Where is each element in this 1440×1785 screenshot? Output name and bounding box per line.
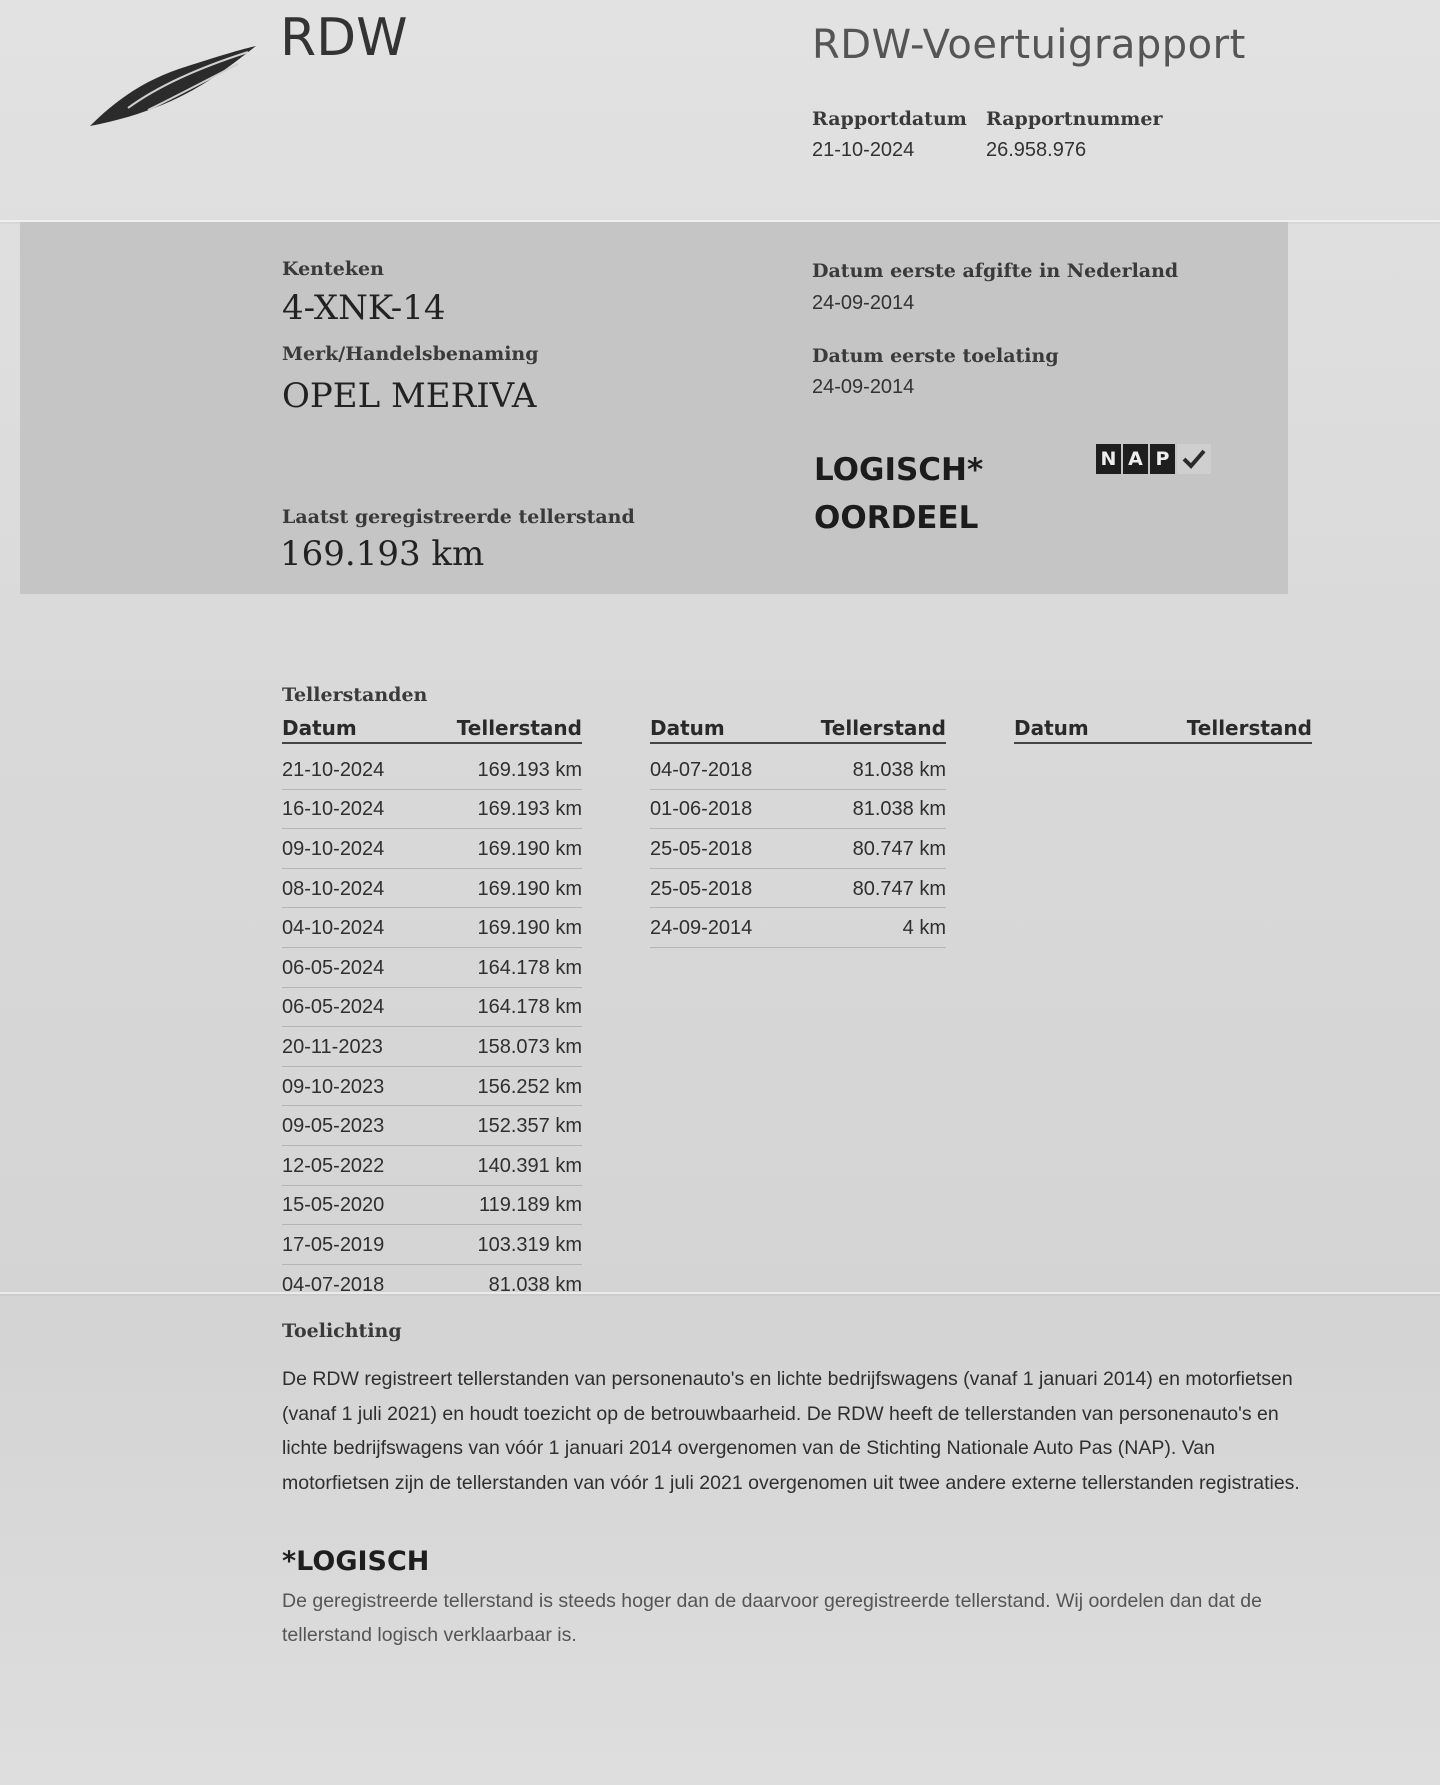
reading-date: 06-05-2024 xyxy=(282,996,385,1019)
reading-km: 81.038 km xyxy=(488,1273,582,1296)
nap-letter: P xyxy=(1150,444,1175,474)
reading-km: 103.319 km xyxy=(477,1233,582,1256)
report-date: 21-10-2024 xyxy=(812,139,915,161)
table-row xyxy=(282,871,582,909)
logisch-text: De geregistreerde tellerstand is steeds hoger dan de daarvoor geregistreerde tellerstand. Wij oordelen dan dat de tellerstand logisch verklaarbaar is. xyxy=(282,1590,1262,1646)
license-plate: 4-XNK-14 xyxy=(282,288,446,328)
value-header: Tellerstand xyxy=(820,716,946,740)
reading-date: 20-11-2023 xyxy=(282,1035,383,1058)
table-row xyxy=(282,1188,582,1226)
first-admission-label: Datum eerste toelating xyxy=(812,345,1059,367)
table-row xyxy=(282,1029,582,1067)
table-row xyxy=(282,950,582,988)
reading-date: 04-10-2024 xyxy=(282,917,385,940)
explanation-text: De RDW registreert tellerstanden van personenauto's en lichte bedrijfswagens (vanaf 1 januari 2014) en motorfietsen (vanaf 1 juli 2021) en houdt toezicht op de betrouwbaarheid. De RDW heeft de tellerstanden van personenauto's en lichte bedrijfswagens van vóór 1 januari 2014 overgenomen van de Stichting Nationale Auto Pas (NAP). Van motorfietsen zijn de tellerstanden van vóór 1 juli 2021 overgenomen uit twee andere externe tellerstanden registraties. xyxy=(282,1368,1300,1494)
readings-column-3 xyxy=(1014,716,1312,744)
reading-date: 01-06-2018 xyxy=(650,798,753,821)
table-row xyxy=(650,871,946,909)
date-header: Datum xyxy=(650,716,725,740)
table-row xyxy=(282,752,582,790)
reading-km: 152.357 km xyxy=(477,1115,582,1138)
make-label: Merk/Handelsbenaming xyxy=(282,343,539,365)
first-issue-date: 24-09-2014 xyxy=(812,292,915,314)
reading-date: 15-05-2020 xyxy=(282,1194,385,1217)
vehicle-make: OPEL MERIVA xyxy=(282,376,537,416)
verdict-logisch: LOGISCH* xyxy=(814,452,984,488)
reading-date: 06-05-2024 xyxy=(282,956,385,979)
reading-km: 4 km xyxy=(902,917,946,940)
report-number: 26.958.976 xyxy=(986,139,1087,161)
table-row xyxy=(650,792,946,830)
first-issue-label: Datum eerste afgifte in Nederland xyxy=(812,260,1179,282)
reading-date: 09-05-2023 xyxy=(282,1115,385,1138)
value-header: Tellerstand xyxy=(456,716,582,740)
reading-km: 169.193 km xyxy=(477,798,582,821)
table-row xyxy=(282,1227,582,1265)
date-header: Datum xyxy=(282,716,357,740)
table-row xyxy=(282,792,582,830)
reading-date: 25-05-2018 xyxy=(650,837,753,860)
last-reading: 169.193 km xyxy=(280,534,485,574)
reading-km: 164.178 km xyxy=(477,996,582,1019)
readings-header xyxy=(282,716,582,744)
reading-km: 169.190 km xyxy=(477,837,582,860)
reading-date: 09-10-2024 xyxy=(282,837,385,860)
report-title: RDW-Voertuigrapport xyxy=(812,22,1246,68)
readings-title: Tellerstanden xyxy=(282,684,428,706)
nap-letter: N xyxy=(1096,444,1121,474)
reading-km: 81.038 km xyxy=(852,798,946,821)
table-row xyxy=(650,910,946,948)
logisch-title: *LOGISCH xyxy=(282,1546,430,1577)
first-admission-date: 24-09-2014 xyxy=(812,376,915,398)
table-row xyxy=(282,910,582,948)
table-row xyxy=(282,1148,582,1186)
readings-column-1 xyxy=(282,716,582,1303)
reading-km: 164.178 km xyxy=(477,956,582,979)
readings-header xyxy=(650,716,946,744)
nap-letter: A xyxy=(1123,444,1148,474)
reading-km: 169.190 km xyxy=(477,877,582,900)
reading-date: 21-10-2024 xyxy=(282,758,385,781)
reading-km: 80.747 km xyxy=(852,877,946,900)
reading-km: 81.038 km xyxy=(852,758,946,781)
reading-km: 169.190 km xyxy=(477,917,582,940)
last-reading-label: Laatst geregistreerde tellerstand xyxy=(282,506,635,528)
reading-km: 156.252 km xyxy=(477,1075,582,1098)
reading-km: 119.189 km xyxy=(478,1194,582,1217)
table-row xyxy=(282,831,582,869)
reading-km: 80.747 km xyxy=(852,837,946,860)
reading-date: 25-05-2018 xyxy=(650,877,753,900)
reading-date: 24-09-2014 xyxy=(650,917,753,940)
table-row xyxy=(282,1267,582,1304)
verdict-oordeel: OORDEEL xyxy=(814,500,979,536)
reading-km: 158.073 km xyxy=(477,1035,582,1058)
table-row xyxy=(282,1069,582,1107)
table-row xyxy=(282,990,582,1028)
explanation-title: Toelichting xyxy=(282,1320,402,1342)
reading-date: 16-10-2024 xyxy=(282,798,385,821)
checkmark-icon xyxy=(1177,444,1211,474)
readings-column-2 xyxy=(650,716,946,948)
nap-badge xyxy=(1096,444,1211,474)
plate-label: Kenteken xyxy=(282,258,384,280)
report-date-label: Rapportdatum xyxy=(812,108,967,130)
reading-date: 12-05-2022 xyxy=(282,1154,385,1177)
paper-fold xyxy=(0,1292,1440,1294)
reading-date: 04-07-2018 xyxy=(650,758,753,781)
date-header: Datum xyxy=(1014,716,1089,740)
reading-km: 169.193 km xyxy=(477,758,582,781)
reading-date: 04-07-2018 xyxy=(282,1273,385,1296)
reading-date: 17-05-2019 xyxy=(282,1233,385,1256)
reading-date: 08-10-2024 xyxy=(282,877,385,900)
reading-km: 140.391 km xyxy=(477,1154,582,1177)
table-row xyxy=(650,831,946,869)
reading-date: 09-10-2023 xyxy=(282,1075,385,1098)
value-header: Tellerstand xyxy=(1186,716,1312,740)
readings-header xyxy=(1014,716,1312,744)
rdw-logo-icon xyxy=(88,38,258,128)
report-number-label: Rapportnummer xyxy=(986,108,1163,130)
brand-name: RDW xyxy=(280,8,408,68)
table-row xyxy=(650,752,946,790)
table-row xyxy=(282,1108,582,1146)
